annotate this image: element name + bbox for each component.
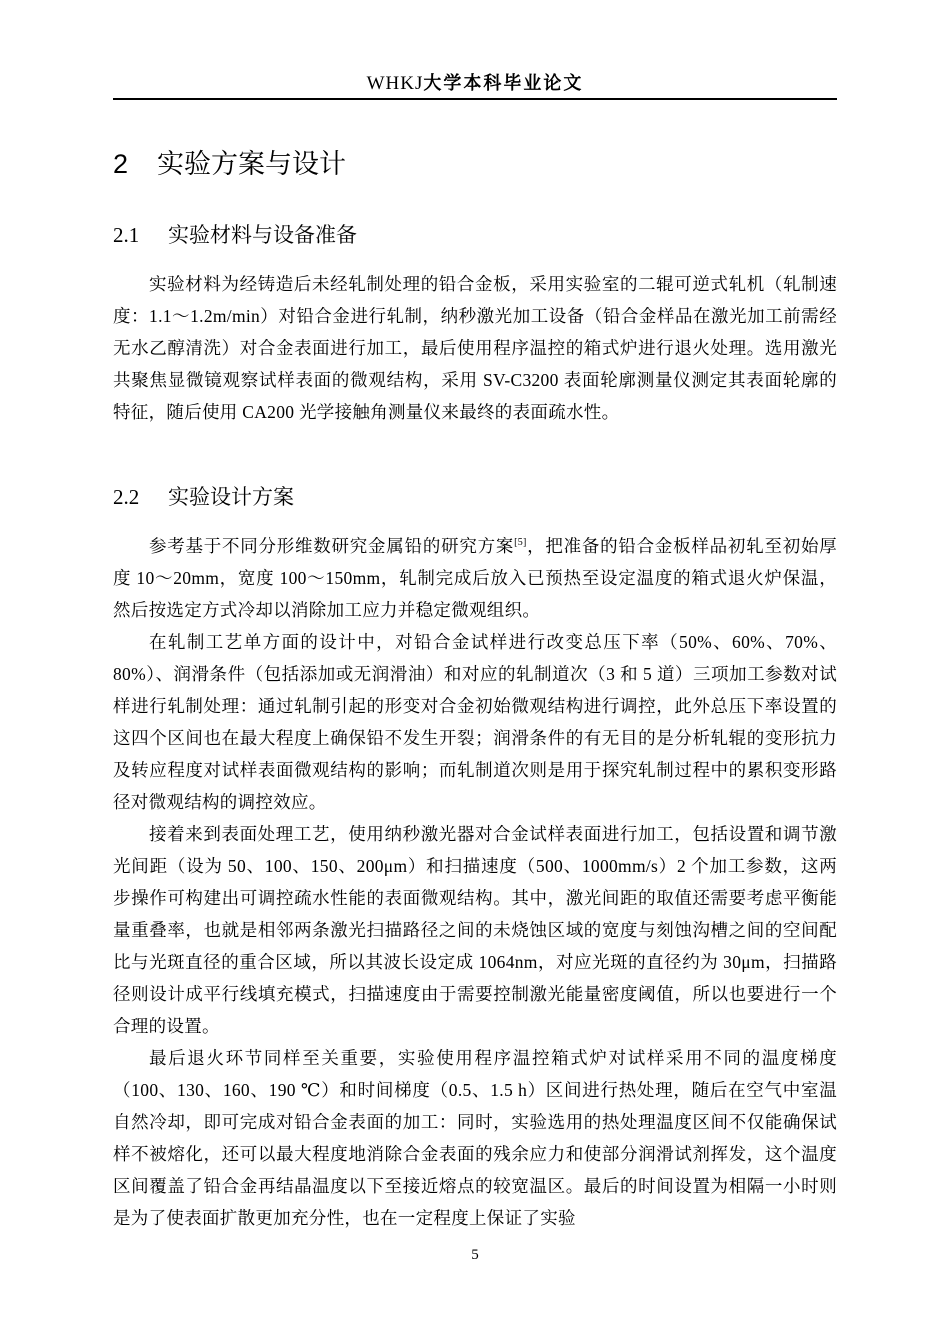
section-title-text: 实验材料与设备准备 (168, 223, 357, 247)
section-number: 2.1 (113, 223, 140, 247)
paragraph-design-overview (113, 530, 837, 626)
paragraph-materials: 实验材料为经铸造后未经轧制处理的铅合金板，采用实验室的二辊可逆式轧机（轧制速度：1.1～1.2m/min）对铅合金进行轧制，纳秒激光加工设备（铅合金样品在激光加工前需经无水乙醇清洗）对合金表面进行加工，最后使用程序温控的箱式炉进行退火处理。选用激光共聚焦显微镜观察试样表面的微观结构，采用 SV-C3200 表面轮廓测量仪测定其表面轮廓的特征，随后使用 CA200 光学接触角测量仪来最终的表面疏水性。 (113, 274, 837, 422)
header-prefix: WHKJ (366, 73, 424, 94)
header-rule (113, 98, 837, 100)
chapter-title (113, 146, 346, 183)
paragraph-text: 参考基于不同分形维数研究金属铅的研究方案 (149, 536, 515, 556)
section-title-2-2 (113, 482, 294, 512)
page-number: 5 (471, 1247, 479, 1263)
paragraph-laser-design: 接着来到表面处理工艺，使用纳秒激光器对合金试样表面进行加工，包括设置和调节激光间距（设为 50、100、150、200μm）和扫描速度（500、1000mm/s）2 个加工参数，这两步操作可构建出可调控疏水性能的表面微观结构。其中，激光间距的取值还需要考虑平衡能量重叠率，也就是相邻两条激光扫描路径之间的未烧蚀区域的宽度与刻蚀沟槽之间的空间配比与光斑直径的重合区域，所以其波长设定成 1064nm，对应光斑的直径约为 30μm，扫描路径则设计成平行线填充模式，扫描速度由于需要控制激光能量密度阈值，所以也要进行一个合理的设置。 (113, 824, 837, 1036)
chapter-title-text: 实验方案与设计 (157, 149, 346, 180)
section-title-text: 实验设计方案 (168, 485, 294, 509)
paragraph-annealing-design: 最后退火环节同样至关重要，实验使用程序温控箱式炉对试样采用不同的温度梯度（100、130、160、190 ℃）和时间梯度（0.5、1.5 h）区间进行热处理，随后在空气中室温自然冷却，即可完成对铅合金表面的加工：同时，实验选用的热处理温度区间不仅能确保试样不被熔化，还可以最大程度地消除合金表面的残余应力和使部分润滑试剂挥发，这个温度区间覆盖了铅合金再结晶温度以下至接近熔点的较宽温区。最后的时间设置为相隔一小时则是为了使表面扩散更加充分性，也在一定程度上保证了实验 (113, 1048, 837, 1228)
running-header (113, 72, 837, 96)
section-number: 2.2 (113, 485, 140, 509)
paragraph-rolling-design: 在轧制工艺单方面的设计中，对铅合金试样进行改变总压下率（50%、60%、70%、80%）、润滑条件（包括添加或无润滑油）和对应的轧制道次（3 和 5 道）三项加工参数对试样进行轧制处理：通过轧制引起的形变对合金初始微观结构进行调控，此外总压下率设置的这四个区间也在最大程度上确保铅不发生开裂；润滑条件的有无目的是分析轧辊的变形抗力及转应程度对试样表面微观结构的影响；而轧制道次则是用于探究轧制过程中的累积变形路径对微观结构的调控效应。 (113, 632, 837, 812)
section-title-2-1 (113, 220, 357, 250)
header-title: 大学本科毕业论文 (423, 73, 584, 94)
citation-reference[interactable]: [5] (514, 537, 527, 548)
chapter-number: 2 (113, 149, 129, 179)
paragraph-text: ，把准备的铅合金板样品初轧至初始厚度 10～20mm，宽度 100～150mm，轧制完成后放入已预热至设定温度的箱式退火炉保温，然后按选定方式冷却以消除加工应力并稳定微观组织。 (113, 536, 838, 620)
